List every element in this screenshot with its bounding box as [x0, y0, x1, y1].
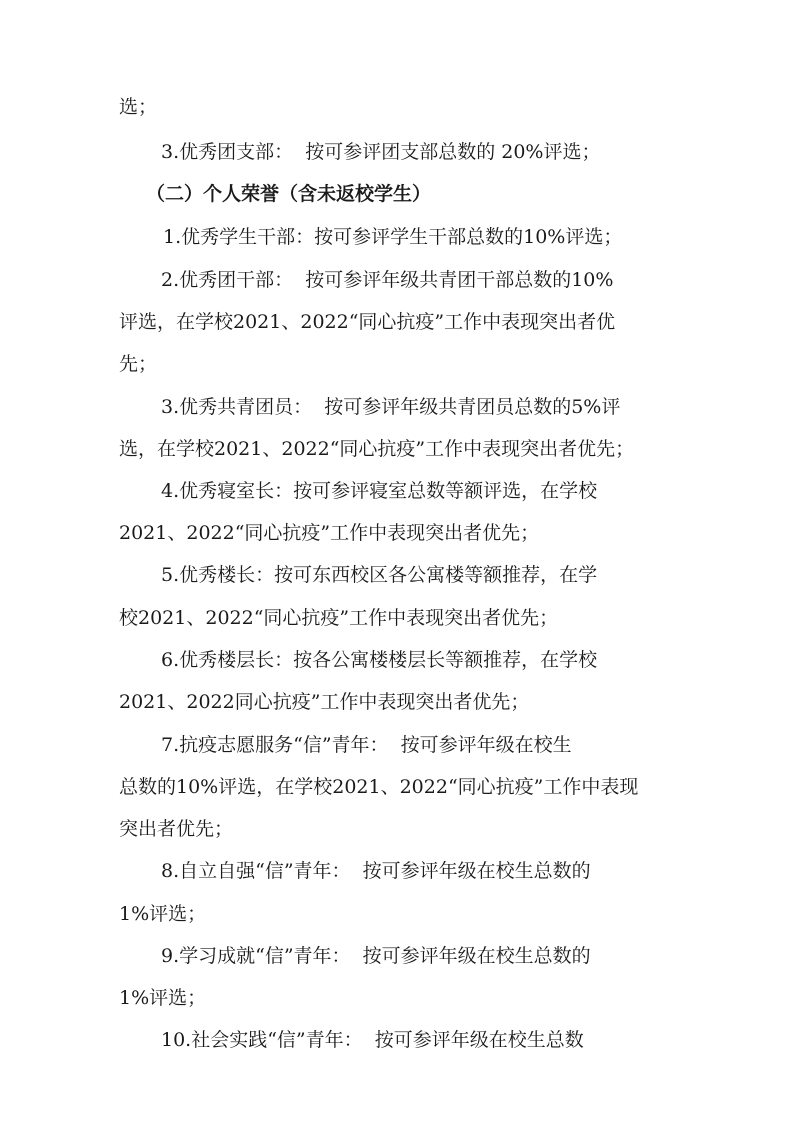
text-line: 2.优秀团干部： 按可参评年级共青团干部总数的10%: [161, 269, 614, 291]
text-line: 4.优秀寝室长：按可参评寝室总数等额评选，在学校: [161, 480, 598, 502]
text-line: 2021、2022同心抗疫”工作中表现突出者优先；: [119, 691, 530, 713]
text-line: 3.优秀团支部： 按可参评团支部总数的 20%评选；: [161, 141, 601, 163]
text-line: 1.优秀学生干部：按可参评学生干部总数的10%评选；: [163, 226, 623, 248]
section-heading: （二）个人荣誉（含未返校学生）: [146, 183, 432, 205]
text-line: 8.自立自强“信”青年： 按可参评年级在校生总数的: [161, 860, 591, 882]
text-line: 5.优秀楼长：按可东西校区各公寓楼等额推荐，在学: [161, 564, 598, 586]
text-line: 校2021、2022“同心抗疫”工作中表现突出者优先；: [119, 607, 559, 629]
text-line: 先；: [119, 353, 158, 375]
text-line: 1%评选；: [119, 903, 207, 925]
text-line: 7.抗疫志愿服务“信”青年： 按可参评年级在校生: [161, 734, 572, 756]
text-line: 1%评选；: [119, 987, 207, 1009]
text-line: 评选，在学校2021、2022“同心抗疫”工作中表现突出者优: [119, 311, 616, 333]
text-line: 选；: [119, 96, 158, 118]
text-line: 6.优秀楼层长：按各公寓楼楼层长等额推荐，在学校: [161, 649, 598, 671]
text-line: 9.学习成就“信”青年： 按可参评年级在校生总数的: [161, 945, 591, 967]
text-line: 2021、2022“同心抗疫”工作中表现突出者优先；: [119, 522, 540, 544]
text-line: 总数的10%评选，在学校2021、2022“同心抗疫”工作中表现: [119, 776, 639, 798]
text-line: 10.社会实践“信”青年： 按可参评年级在校生总数: [161, 1029, 584, 1051]
text-line: 突出者优先；: [119, 818, 234, 840]
text-line: 选，在学校2021、2022“同心抗疫”工作中表现突出者优先；: [119, 438, 635, 460]
text-line: 3.优秀共青团员： 按可参评年级共青团员总数的5%评: [161, 396, 621, 418]
